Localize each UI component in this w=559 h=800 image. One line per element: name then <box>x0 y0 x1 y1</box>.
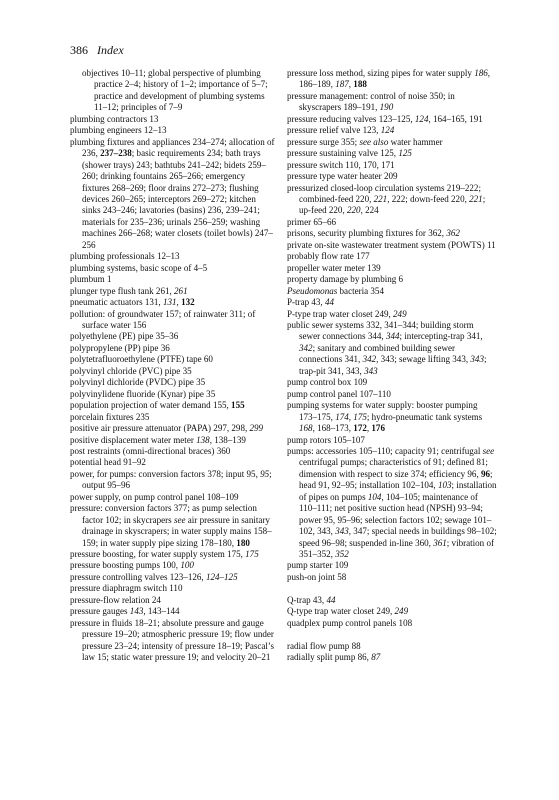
index-entry: pressure boosting pumps 100, 100 <box>70 560 194 571</box>
index-entry: pressurized closed-loop circulation systems 219–222; combined-feed 220, 221, 222; down-feed 220, 221; up-feed 220, 220, 224 <box>287 182 486 216</box>
index-entry: porcelain fixtures 235 <box>70 411 150 422</box>
index-entry: pressure-flow relation 24 <box>70 594 161 605</box>
index-entry: pressure management: control of noise 350; in skyscrapers 189–191, 190 <box>287 90 455 113</box>
index-entry: polytetrafluoroethylene (PTFE) tape 60 <box>70 354 213 365</box>
index-entry: post restraints (omni-directional braces) 360 <box>70 445 231 456</box>
index-entry: power, for pumps: conversion factors 378; input 95, 95; output 95–96 <box>70 468 272 491</box>
index-entry: positive displacement water meter 138, 138–139 <box>70 434 246 445</box>
index-entry: pressure in fluids 18–21; absolute pressure and gauge pressure 19–20; atmospheric pressure 19; flow under pressure 23–24; intensity of pressure 18–19; Pascal’s law 15; static water pressure 19; and velocity 20–21 <box>70 617 274 663</box>
index-entry: pressure relief valve 123, 124 <box>287 125 395 136</box>
index-entry: pressure loss method, sizing pipes for water supply 186, 186–189, 187, 188 <box>287 68 491 90</box>
index-entry: polyvinyl chloride (PVC) pipe 35 <box>70 365 192 376</box>
index-entry: objectives 10–11; global perspective of plumbing practice 2–4; history of 1–2; importance of 5–7; practice and development of plumbing systems 11–12; principles of 7–9 <box>82 68 268 113</box>
index-entry: pressure type water heater 209 <box>287 171 398 182</box>
index-entry: pumping systems for water supply: booster pumping 173–175, 174, 175; hydro-pneumatic tank systems 168, 168–173, 172, 176 <box>287 400 483 434</box>
index-entry: pump starter 109 <box>287 560 349 571</box>
index-entry: propeller water meter 139 <box>287 262 381 273</box>
index-entry: pressure diaphragm switch 110 <box>70 583 183 594</box>
index-entry: pressure sustaining valve 125, 125 <box>287 148 412 159</box>
index-entry: plunger type flush tank 261, 261 <box>70 285 188 296</box>
index-entry: push-on joint 58 <box>287 571 347 582</box>
index-entry: power supply, on pump control panel 108–109 <box>70 491 239 502</box>
index-entry: plumbing contractors 13 <box>70 113 159 124</box>
index-entry: pressure reducing valves 123–125, 124, 164–165, 191 <box>287 113 483 124</box>
index-entry: pump rotors 105–107 <box>287 434 365 445</box>
index-entry: private on-site wastewater treatment system (POWTS) 11 <box>287 239 496 250</box>
index-entry: probably flow rate 177 <box>287 251 370 262</box>
index-entry: pump control panel 107–110 <box>287 388 391 399</box>
index-entry: positive air pressure attenuator (PAPA) 297, 298, 299 <box>70 423 264 434</box>
index-entry: radially split pump 86, 87 <box>287 652 381 663</box>
letter-group-gap <box>287 583 497 594</box>
page-number: 386 <box>70 43 88 57</box>
index-column-left <box>70 68 275 664</box>
index-entry: pump control box 109 <box>287 377 368 388</box>
index-entry: property damage by plumbing 6 <box>287 274 404 285</box>
index-entry: pressure: conversion factors 377; as pump selection factor 102; in skycrapers see air pressure in sanitary drainage in skyscrapers; in water supply mains 158–159; in water supply pipe sizing 178–180, 180 <box>70 503 272 548</box>
index-entry: polyethylene (PE) pipe 35–36 <box>70 331 179 342</box>
index-entry: polypropylene (PP) pipe 36 <box>70 342 170 353</box>
index-entry: polyvinylidene fluoride (Kynar) pipe 35 <box>70 388 216 399</box>
index-entry: potential head 91–92 <box>70 457 146 468</box>
index-entry: plumbing engineers 12–13 <box>70 125 167 136</box>
index-entry: plumbing systems, basic scope of 4–5 <box>70 262 208 273</box>
index-entry: pressure surge 355; see also water hammer <box>287 136 443 147</box>
index-entry: Pseudomonas bacteria 354 <box>287 285 384 296</box>
index-column-right <box>287 68 497 664</box>
index-entry: pneumatic actuators 131, 131, 132 <box>70 297 195 308</box>
letter-group-gap <box>287 629 497 640</box>
index-entry: pollution: of groundwater 157; of rainwater 311; of surface water 156 <box>70 308 256 330</box>
index-entry: pressure controlling valves 123–126, 124–125 <box>70 571 238 582</box>
index-entry: pumps: accessories 105–110; capacity 91; centrifugal see centrifugal pumps; characteristics of 91; defined 81; dimension with respect to size 374; efficiency 96, 96; head 91, 92–95; installation 102–104, 103; installation of pipes on pumps 104, 104–105; maintenance of 110–111; net positive suction head (NPSH) 93–94; power 95, 95–96; selection factors 102; sewage 101–102, 343, 343, 347; special needs in buildings 98–102; speed 96–98; suspended in-line 360, 361; vibration of 351–352, 352 <box>287 445 497 560</box>
index-entry: Q-type trap water closet 249, 249 <box>287 606 409 617</box>
index-entry: P-trap 43, 44 <box>287 297 334 308</box>
page-header <box>70 43 124 58</box>
index-entry: plumbing professionals 12–13 <box>70 251 180 262</box>
index-entry: quadplex pump control panels 108 <box>287 617 413 628</box>
index-entry: prisons, security plumbing fixtures for 362, 362 <box>287 228 460 239</box>
index-entry: pressure boosting, for water supply system 175, 175 <box>70 549 259 560</box>
index-entry: pressure gauges 143, 143–144 <box>70 606 180 617</box>
index-entry: Q-trap 43, 44 <box>287 594 336 605</box>
index-entry: public sewer systems 332, 341–344; building storm sewer connections 344, 344; intercepting-trap 341, 342; sanitary and combined building sewer connections 341, 342, 343; sewage lifting 343, 343; trap-pit 341, 343, 343 <box>287 319 487 376</box>
index-entry: population projection of water demand 155, 155 <box>70 400 245 411</box>
index-entry: radial flow pump 88 <box>287 640 361 651</box>
index-entry: pressure switch 110, 170, 171 <box>287 159 395 170</box>
index-entry: plumbum 1 <box>70 274 112 285</box>
index-entry: polyvinyl dichloride (PVDC) pipe 35 <box>70 377 206 388</box>
index-entry: primer 65–66 <box>287 216 336 227</box>
index-entry: P-type trap water closet 249, 249 <box>287 308 407 319</box>
running-title: Index <box>97 43 124 57</box>
index-entry: plumbing fixtures and appliances 234–274; allocation of 236, 237–238; basic requirements 234; bath trays (shower trays) 243; bathtubs 241–242; bidets 259–260; drinking fountains 265–266; emergency fixtures 268–269; floor drains 272–273; flushing devices 260–265; interceptors 269–272; kitchen sinks 243–246; lavatories (basins) 236, 239–241; materials for 235–236; urinals 256–259; washing machines 266–268; water closets (toilet bowls) 247–256 <box>70 136 275 250</box>
